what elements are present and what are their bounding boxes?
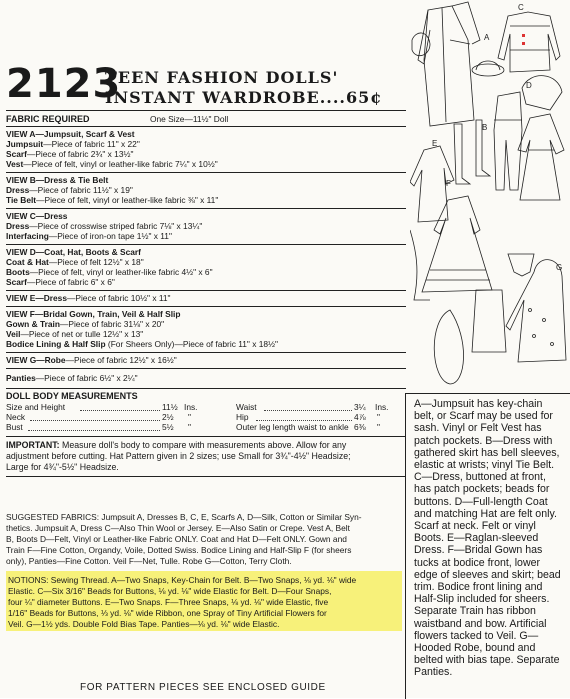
view-descriptions: A—Jumpsuit has key-chain belt, or Scarf may be used for sash. Vinyl or Felt Vest has patch pockets. B—Dress with gathered skirt has bell sleeves, elastic at wrists; vinyl Tie Belt. C—Dress, buttoned at front, has patch pockets; beads for buttons. D—Full-length Coat and matching Hat are felt only. Scarf at neck. Felt or vinyl Boots. E—Raglan-sleeved Dress. F—Bridal Gown has tucks at bodice front, lower edge of sleeves and skirt; bead trim. Bodice front lining and Half-Slip included for sheers. Separate Train has ribbon waistband and bow. Artificial flowers tacked to Veil. G— Hooded Robe, bound and belted with bias tape. Separate Panties. [414, 398, 561, 679]
divider [6, 306, 406, 307]
divider [6, 352, 406, 353]
view-f-line: Bodice Lining & Half Slip (For Sheers Only)—Piece of fabric 11" x 18½" [6, 339, 279, 349]
view-d-line: Coat & Hat—Piece of felt 12½" x 18" [6, 257, 144, 267]
measurement-value: 11½ [162, 402, 178, 412]
important-line-3: Large for 4¾"-5½" Headsize. [6, 462, 119, 472]
header [6, 62, 406, 110]
view-c-title: VIEW C—Dress [6, 211, 68, 221]
measurement-value: 3¼ [354, 402, 366, 412]
letter-e: E [432, 139, 438, 148]
measurement-unit: " [188, 412, 191, 422]
measurement-label: Waist [236, 402, 257, 412]
panties-illustration [508, 254, 534, 276]
suggested-fabrics-line: Train F—Fine Cotton, Organdy, Voile, Dotted Swiss. Bodice Lining and Half-Slip F (for sheers [6, 545, 352, 555]
important-line-2: adjustment before cutting. Hat Pattern given in 2 sizes; use Small for 3¾"-4½" Headsize; [6, 451, 351, 461]
measurement-label: Neck [6, 412, 26, 422]
view-b-title: VIEW B—Dress & Tie Belt [6, 175, 109, 185]
view-a-title: VIEW A—Jumpsuit, Scarf & Vest [6, 129, 135, 139]
suggested-fabrics-line: thetics. Jumpsuit A, Dress C—Also Thin Wool or Jersey. E—Also Satin or Crepe. Vest A, Belt [6, 523, 350, 533]
veil-illustration [434, 310, 463, 384]
view-f-title: VIEW F—Bridal Gown, Train, Veil & Half Slip [6, 309, 181, 319]
view-c-line: Interfacing—Piece of iron-on tape 1½" x 11" [6, 231, 172, 241]
header-rule [6, 110, 406, 111]
divider [6, 244, 406, 245]
measurements-heading: DOLL BODY MEASUREMENTS [6, 391, 138, 401]
divider [6, 368, 406, 369]
divider [6, 172, 406, 173]
bridal-gown-illustration [410, 196, 492, 300]
measurement-label: Size and Height [6, 402, 66, 412]
leader-dots [80, 410, 160, 411]
view-a-line: Vest—Piece of felt, vinyl or leather-like fabric 7¼" x 10½" [6, 159, 218, 169]
view-d-line: Boots—Piece of felt, vinyl or leather-like fabric 4½" x 6" [6, 267, 213, 277]
measurement-label: Outer leg length waist to ankle [236, 422, 349, 432]
view-d-title: VIEW D—Coat, Hat, Boots & Scarf [6, 247, 141, 257]
divider [6, 290, 406, 291]
notions-line: four ¼" diameter Buttons. E—Two Snaps. F—Three Snaps, ⅛ yd. ⅛" wide Elastic, five [8, 597, 329, 607]
measurement-unit: " [377, 412, 380, 422]
panties-line: Panties—Piece of fabric 6½" x 2¼" [6, 373, 138, 383]
divider [6, 436, 406, 437]
pattern-number: 2123 [6, 61, 122, 107]
coat-illustration [412, 2, 480, 126]
view-g-title: VIEW G—Robe—Piece of fabric 12½" x 16½" [6, 355, 177, 365]
measurement-value: 5½ [162, 422, 174, 432]
garment-illustrations [410, 0, 570, 395]
measurement-value: 2½ [162, 412, 174, 422]
view-f-line: Gown & Train—Piece of fabric 31⅛" x 20" [6, 319, 165, 329]
divider [6, 126, 406, 127]
divider [6, 388, 406, 389]
half-slip-illustration [472, 290, 506, 352]
view-d-line: Scarf—Piece of fabric 6" x 6" [6, 277, 115, 287]
view-b-line: Tie Belt—Piece of felt, vinyl or leather-like fabric ⅜" x 11" [6, 195, 219, 205]
measurement-value: 6⅜ [354, 422, 366, 432]
measurement-unit: " [377, 422, 380, 432]
robe-illustration [506, 260, 566, 362]
measurement-unit: " [188, 422, 191, 432]
letter-c: C [518, 3, 524, 12]
letter-f: F [446, 179, 451, 188]
leader-dots [30, 420, 160, 421]
leader-dots [256, 420, 352, 421]
notions-line: Veil. G—1½ yds. Double Fold Bias Tape. Panties—⅛ yd. ⅛" wide Elastic. [8, 619, 280, 629]
view-f-line: Veil—Piece of net or tulle 12½" x 13" [6, 329, 144, 339]
divider [6, 208, 406, 209]
measurement-value: 4⅞ [354, 412, 366, 422]
suggested-fabrics-line: B, Boots D—Felt, Vinyl or Leather-like Fabric ONLY. Coat and Hat D—Felt ONLY. Gown and [6, 534, 347, 544]
leader-dots [28, 430, 160, 431]
notions-line: 1/16" Beads for Buttons, ⅓ yd. ⅛" wide Ribbon, one Spray of Tiny Artificial Flowers for [8, 608, 327, 618]
view-e-title: VIEW E—Dress—Piece of fabric 10½" x 11" [6, 293, 171, 303]
measurement-label: Hip [236, 412, 249, 422]
suggested-fabrics-line: only), Panties—Fine Cotton. Veil F—Net, Tulle. Robe G—Cotton, Terry Cloth. [6, 556, 292, 566]
letter-g: G [556, 263, 563, 272]
letter-d: D [526, 81, 532, 90]
view-a-line: Scarf—Piece of fabric 2¾" x 13½" [6, 149, 134, 159]
divider [6, 476, 406, 477]
measurement-unit: Ins. [184, 402, 198, 412]
footer-note: FOR PATTERN PIECES SEE ENCLOSED GUIDE [80, 682, 326, 693]
jumpsuit-illustration [494, 92, 522, 190]
dress-b-illustration [518, 114, 564, 200]
title-line-2: INSTANT WARDROBE....65¢ [105, 88, 383, 107]
leader-dots [264, 410, 352, 411]
measurement-label: Bust [6, 422, 23, 432]
view-b-line: Dress—Piece of fabric 11½" x 19" [6, 185, 133, 195]
letter-b: B [482, 123, 488, 132]
hat-illustration [472, 61, 504, 76]
notions-line: NOTIONS: Sewing Thread. A—Two Snaps, Key-Chain for Belt. B—Two Snaps, ⅛ yd. ⅛" wide [8, 575, 357, 585]
notions-line: Elastic. C—Six 3/16" Beads for Buttons, ⅛ yd. ⅛" wide Elastic for Belt. D—Four Snaps, [8, 586, 332, 596]
title-line-1: TEEN FASHION DOLLS' [105, 68, 339, 87]
important-line-1: IMPORTANT: Measure doll's body to compare with measurements above. Allow for any [6, 440, 347, 450]
letter-a: A [484, 33, 490, 42]
doll-size: One Size—11½" Doll [150, 114, 229, 124]
view-a-line: Jumpsuit—Piece of fabric 11" x 22" [6, 139, 140, 149]
view-c-line: Dress—Piece of crosswise striped fabric 7⅛" x 13¼" [6, 221, 203, 231]
suggested-fabrics-line: SUGGESTED FABRICS: Jumpsuit A, Dresses B, C, E, Scarfs A, D—Silk, Cotton or Similar Syn- [6, 512, 362, 522]
fabric-heading: FABRIC REQUIRED [6, 114, 90, 124]
measurement-unit: Ins. [375, 402, 389, 412]
description-column [405, 393, 570, 699]
notions-highlight [6, 571, 402, 631]
dress-c-illustration [498, 12, 560, 72]
